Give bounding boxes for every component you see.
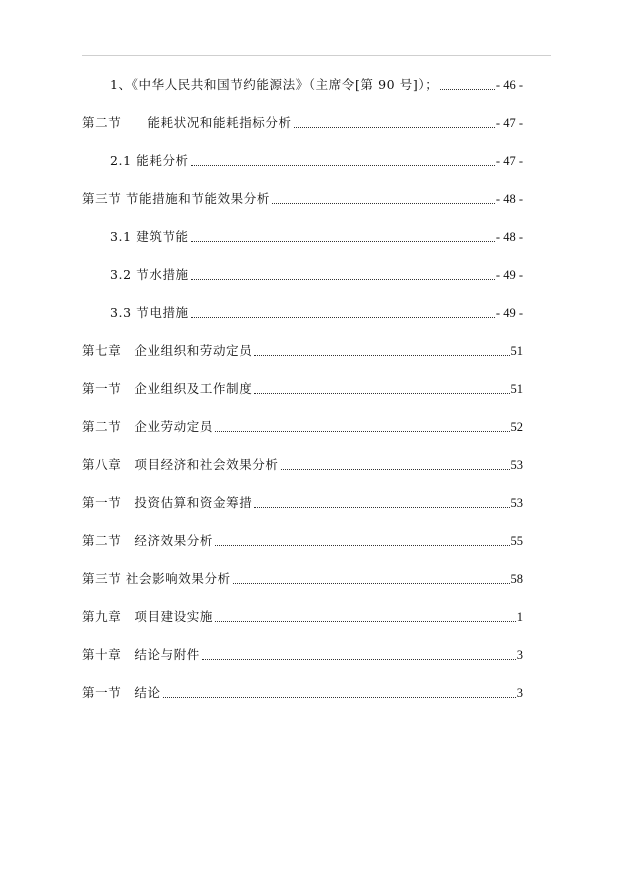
toc-dot-leader: [191, 317, 495, 318]
toc-dot-leader: [202, 659, 516, 660]
toc-entry-label: 1、《中华人民共和国节约能源法》（主席令[第 90 号]）；: [110, 77, 439, 92]
toc-entry: [82, 493, 523, 511]
toc-entry: [82, 455, 523, 473]
toc-entry-label: 3.3 节电措施: [110, 305, 189, 320]
toc-entry-label: 第九章 项目建设实施: [82, 609, 214, 624]
toc-dot-leader: [254, 507, 509, 508]
toc-entry-label: 第八章 项目经济和社会效果分析: [82, 457, 279, 472]
toc-entry-label: 2.1 能耗分析: [110, 153, 189, 168]
toc-dot-leader: [272, 203, 495, 204]
toc-entry-label: 3.1 建筑节能: [110, 229, 189, 244]
toc-entry: [82, 569, 523, 587]
toc-entry-label: 第七章 企业组织和劳动定员: [82, 343, 253, 358]
toc-dot-leader: [281, 469, 510, 470]
toc-entry-page: - 46 -: [495, 78, 523, 92]
toc-entry: [110, 75, 523, 93]
toc-entry: [82, 417, 523, 435]
toc-dot-leader: [191, 279, 495, 280]
toc-entry: [82, 645, 523, 663]
toc-entry-label: 第二节 企业劳动定员: [82, 419, 214, 434]
toc-entry-page: 53: [510, 458, 523, 472]
toc-entry: [82, 113, 523, 131]
toc-entry: [82, 341, 523, 359]
toc-dot-leader: [215, 431, 509, 432]
toc-entry-label: 3.2 节水措施: [110, 267, 189, 282]
toc-dot-leader: [191, 165, 495, 166]
toc-entry-page: 51: [510, 344, 523, 358]
toc-dot-leader: [440, 89, 495, 90]
toc-entry: [82, 379, 523, 397]
toc-entry: [110, 303, 523, 321]
toc-entry-label: 第二节 能耗状况和能耗指标分析: [82, 115, 292, 130]
toc-entry: [110, 151, 523, 169]
toc-dot-leader: [215, 621, 516, 622]
toc-entry-page: 51: [510, 382, 523, 396]
toc-entry: [82, 189, 523, 207]
toc-entry-label: 第三节 节能措施和节能效果分析: [82, 191, 270, 206]
toc-entry-page: - 47 -: [495, 154, 523, 168]
toc-dot-leader: [191, 241, 495, 242]
toc-entry-label: 第一节 投资估算和资金筹措: [82, 495, 253, 510]
toc-dot-leader: [294, 127, 495, 128]
toc-entry-page: - 48 -: [495, 192, 523, 206]
toc-entry-page: - 48 -: [495, 230, 523, 244]
toc-entry-page: 3: [516, 686, 523, 700]
toc-entry-page: 58: [510, 572, 523, 586]
toc-entry: [82, 531, 523, 549]
toc-entry-page: 1: [516, 610, 523, 624]
toc-entry-page: - 47 -: [495, 116, 523, 130]
toc-entry-label: 第一节 企业组织及工作制度: [82, 381, 253, 396]
toc-dot-leader: [254, 393, 509, 394]
toc-entry-page: - 49 -: [495, 306, 523, 320]
toc-entry-page: 55: [510, 534, 523, 548]
toc-entry-page: 53: [510, 496, 523, 510]
toc-entry-label: 第二节 经济效果分析: [82, 533, 214, 548]
toc-entry-page: 52: [510, 420, 523, 434]
toc-entry-label: 第十章 结论与附件: [82, 647, 200, 662]
toc-entry-label: 第三节 社会影响效果分析: [82, 571, 231, 586]
toc-dot-leader: [254, 355, 509, 356]
toc-dot-leader: [215, 545, 509, 546]
toc-entry: [82, 607, 523, 625]
toc-dot-leader: [163, 697, 516, 698]
toc-entry-label: 第一节 结论: [82, 685, 161, 700]
toc-entry-page: 3: [516, 648, 523, 662]
toc-dot-leader: [233, 583, 510, 584]
toc-entry: [110, 265, 523, 283]
toc-entry: [82, 683, 523, 701]
header-rule: [82, 55, 551, 56]
toc-entry-page: - 49 -: [495, 268, 523, 282]
toc-entry: [110, 227, 523, 245]
